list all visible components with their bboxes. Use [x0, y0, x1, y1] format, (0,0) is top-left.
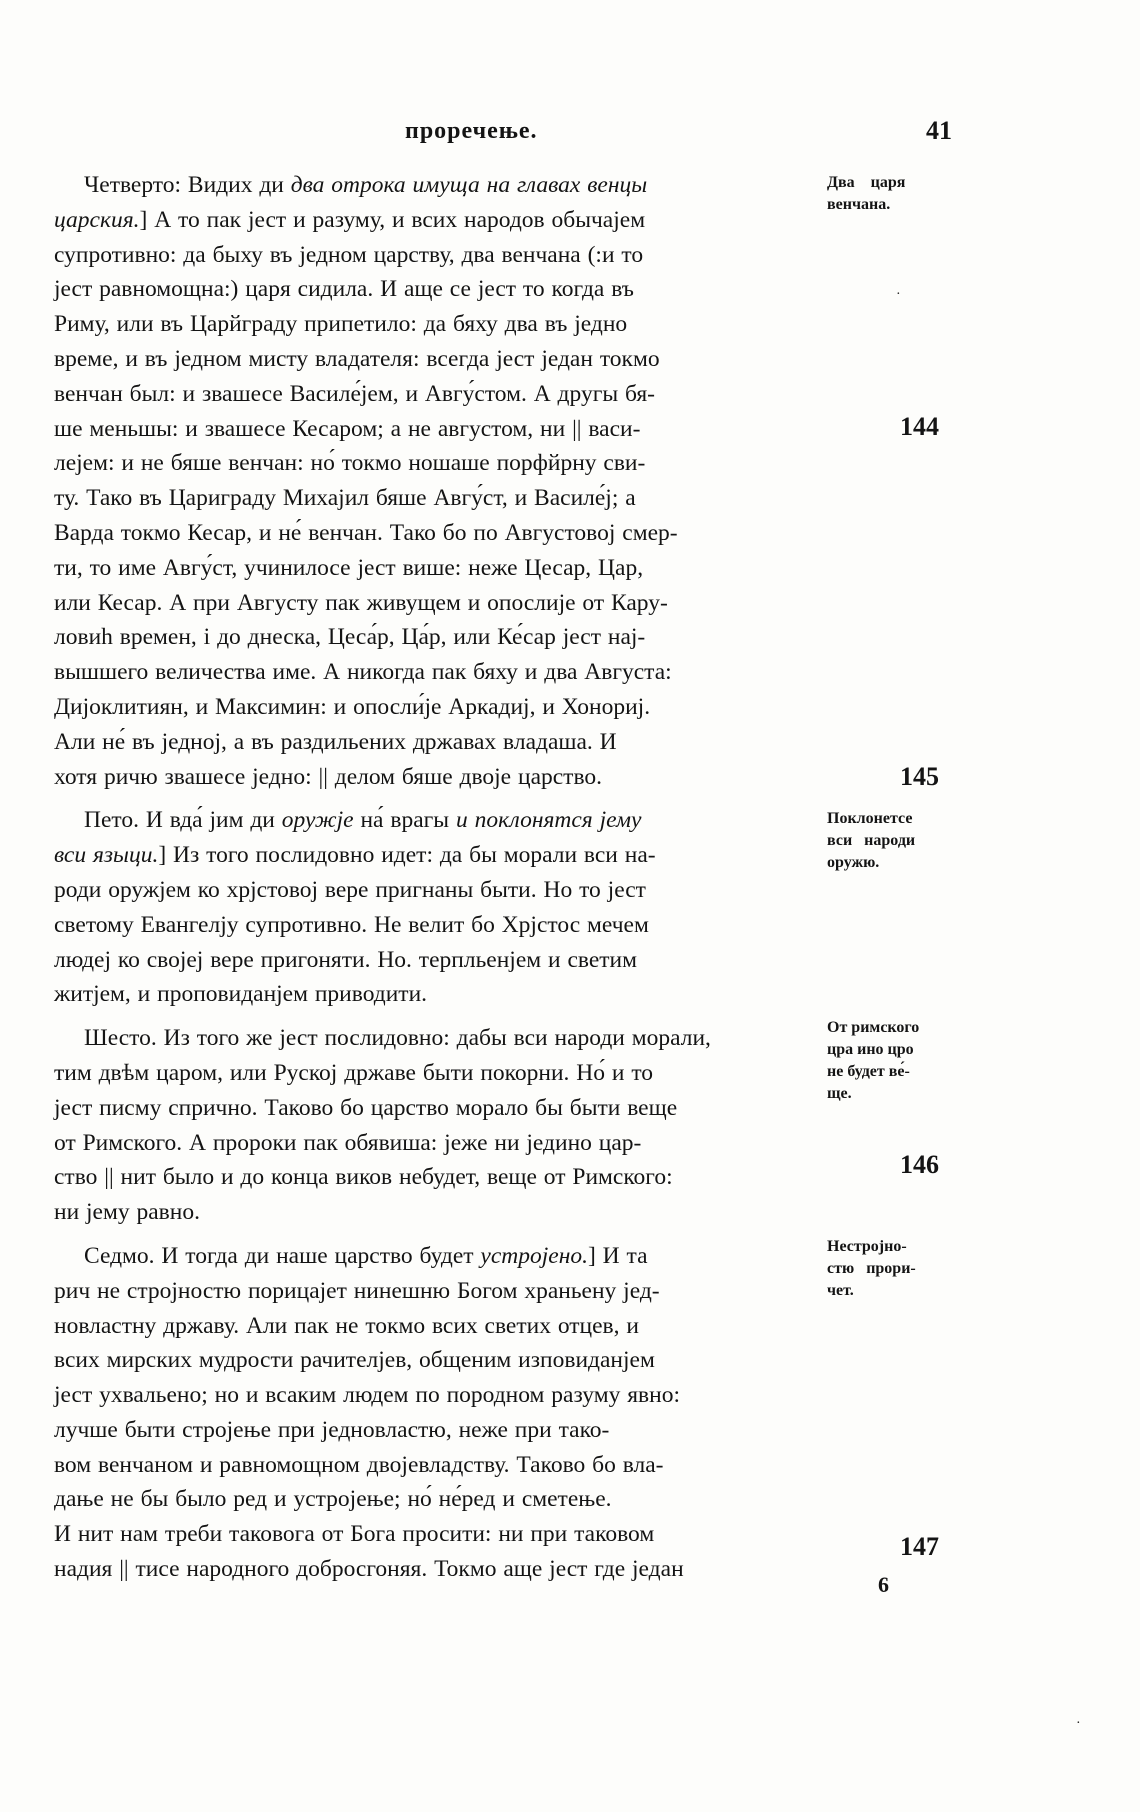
running-title: проречење.	[405, 118, 538, 144]
text-line	[54, 307, 827, 342]
text-segment: супротивно: да быху въ једном царству, два венчана (:и то	[54, 241, 644, 268]
margin-note-1: Два царя венчана.	[827, 174, 906, 213]
text-segment: ту. Тако въ Цариграду Михајил бяше Авгу́ст, и Василе́ј; а	[54, 485, 636, 512]
line-ref-144: 144	[900, 412, 939, 441]
text-segment: јест равномощна:) царя сидила. И аще се јест то когда въ	[54, 276, 634, 303]
margin-note-4: Нестројно- стю прори- чет.	[827, 1238, 916, 1299]
text-line	[54, 551, 827, 586]
ink-speck: ·	[896, 287, 901, 302]
text-segment: Дијоклитиян, и Максимин: и опосли́је Аркадиј, и Хонориј.	[54, 693, 651, 720]
text-line	[54, 1126, 827, 1161]
text-segment: ] А то пак јест и разуму, и всих народов обычајем	[139, 206, 646, 233]
text-line	[54, 620, 827, 655]
margin-note-3: От римского цра ино цро не будет ве́- ще.	[827, 1019, 920, 1102]
line-ref-145: 145	[900, 762, 939, 791]
text-segment: време, и въ једном мисту владателя: всегда јест један токмо	[54, 345, 660, 372]
text-segment: вышшего величества име. А никогда пак бяху и два Августа:	[54, 659, 672, 686]
text-segment: Варда токмо Кесар, и не́ венчан. Тако бо по Августовој смер-	[54, 519, 678, 546]
text-segment: јест писму спрично. Таково бо царство морало бы быти веще	[54, 1094, 678, 1121]
text-segment: лучше быти стројење при једновластю, неже при тако-	[54, 1416, 610, 1443]
text-line	[54, 238, 827, 273]
line-ref-146: 146	[900, 1150, 939, 1179]
signature-mark: 6	[878, 1572, 889, 1597]
text-segment: Шесто. Из того же јест послидовно: дабы вси народи морали,	[84, 1025, 711, 1052]
text-line	[54, 690, 827, 725]
text-line	[54, 1309, 827, 1344]
text-line	[54, 272, 827, 307]
text-segment: Риму, или въ Царйграду припетило: да бяху два въ једно	[54, 311, 628, 338]
text-line	[54, 342, 827, 377]
text-line	[54, 977, 827, 1012]
text-line	[54, 1239, 827, 1274]
text-segment: Четверто: Видих ди	[84, 172, 291, 198]
italic-quotation: и поклонятся јему	[455, 807, 642, 834]
text-line	[54, 1056, 827, 1091]
text-line	[54, 1552, 827, 1587]
text-line	[54, 586, 827, 621]
text-line	[54, 1448, 827, 1483]
text-segment: тим двѣм царом, или Рускоj државе быти покорни. Но́ и то	[54, 1059, 654, 1086]
text-line	[54, 803, 827, 838]
line-ref-147: 147	[900, 1532, 939, 1561]
text-segment: Али не́ въ једној, а въ раздильених државах владаша. И	[54, 728, 617, 755]
text-line	[54, 1195, 827, 1230]
text-line	[54, 446, 827, 481]
text-segment: дање не бы было ред и устројење; но́ не́ред и сметење.	[54, 1486, 612, 1513]
text-segment: или Кесар. А при Августу пак живущем и опослије от Кару-	[54, 589, 668, 616]
italic-quotation: два отрока имуща на главах венцы	[290, 172, 648, 198]
text-segment: от Римского. А пророки пак обявиша: јеже ни једино цар-	[54, 1129, 642, 1156]
text-segment: роди оружјем ко хрјстовој вере пригнаны быти. Но то јест	[54, 876, 646, 903]
italic-quotation: царския.	[54, 206, 140, 233]
page-header	[0, 118, 1140, 152]
text-line	[54, 1021, 827, 1056]
text-segment: И нит нам треби таковога от Бога просити: ни при таковом	[54, 1521, 655, 1548]
text-line	[54, 1378, 827, 1413]
text-line	[54, 412, 827, 447]
text-segment: вом венчаном и равномощном двојевладству. Таково бо вла-	[54, 1451, 664, 1478]
text-segment: надия || тисе народного добросгоняя. Токмо аще јест где један	[54, 1556, 684, 1583]
text-line	[54, 1160, 827, 1195]
text-line	[54, 168, 827, 203]
text-segment: на́ врагы	[353, 807, 456, 834]
text-line	[54, 481, 827, 516]
text-line	[54, 1517, 827, 1552]
text-segment: светому Евангелју супротивно. Не велит бо Хрјстос мечем	[54, 911, 649, 938]
text-line	[54, 1482, 827, 1517]
text-segment: рич не стројностю порицајет нинешню Богом храньену јед-	[54, 1277, 660, 1304]
text-line	[54, 1274, 827, 1309]
margin-note-2: Поклонетсе вси народи оружю.	[827, 810, 916, 871]
italic-quotation: устројено.	[480, 1242, 588, 1269]
text-line	[54, 908, 827, 943]
page-number: 41	[926, 116, 952, 145]
text-line	[54, 943, 827, 978]
text-line	[54, 1413, 827, 1448]
text-segment: всих мирских мудрости рачителјев, общеним изповиданјем	[54, 1347, 655, 1374]
text-line	[54, 725, 827, 760]
text-segment: ти, то име Авгу́ст, учинилосе јест више: неже Цесар, Цар,	[54, 554, 644, 581]
text-segment: Седмо. И тогда ди наше царство будет	[84, 1242, 481, 1269]
text-segment: лејем: и не бяше венчан: но́ токмо ношаше порфйрну сви-	[54, 450, 646, 477]
text-segment: житјем, и проповиданјем приводити.	[54, 981, 428, 1008]
text-line	[54, 516, 827, 551]
text-segment: Пето. И вда́ јим ди	[84, 807, 282, 834]
text-line	[54, 377, 827, 412]
text-segment: венчан был: и звашесе Василе́јем, и Авгу́стом. А другы бя-	[54, 380, 655, 407]
text-line	[54, 1343, 827, 1378]
text-line	[54, 873, 827, 908]
text-line	[54, 760, 827, 795]
text-segment: ] И та	[587, 1242, 648, 1269]
text-segment: ловиһ времен, і до днеска, Цеса́р, Ца́р, или Ке́сар јест нај-	[54, 624, 646, 651]
text-segment: людеј ко својеј вере пригоняти. Но. терпльенјем и светим	[54, 946, 637, 973]
text-line	[54, 838, 827, 873]
italic-quotation: вси языци.	[54, 842, 159, 869]
text-segment: ше меньшы: и звашесе Кесаром; а не августом, ни || васи-	[54, 415, 641, 442]
text-segment: хотя ричю звашесе једно: || делом бяше двоје царство.	[54, 763, 603, 790]
text-segment: ни јему равно.	[54, 1199, 200, 1226]
italic-quotation: оружје	[281, 807, 354, 834]
text-line	[54, 1091, 827, 1126]
text-segment: новластну државу. Али пак не токмо всих светих отцев, и	[54, 1312, 639, 1339]
ink-speck: ·	[1076, 1716, 1081, 1731]
text-segment: ство || нит было и до конца виков небудет, веще от Римского:	[54, 1164, 673, 1191]
text-segment: ] Из того послидовно идет: да бы морали вси на-	[158, 842, 656, 869]
text-segment: јест ухвальено; но и всаким людем по породном разуму явно:	[54, 1382, 680, 1409]
body-text	[54, 168, 827, 1587]
text-line	[54, 655, 827, 690]
text-line	[54, 203, 827, 238]
